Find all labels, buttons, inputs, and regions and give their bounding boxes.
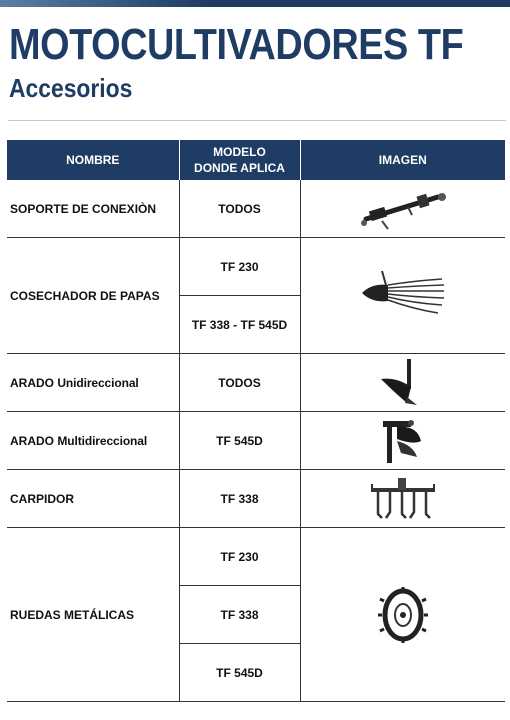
row-model: TF 230 [179, 238, 300, 296]
row-name: COSECHADOR DE PAPAS [7, 238, 179, 354]
table-row [7, 470, 505, 528]
page-title: MOTOCULTIVADORES TF [9, 20, 464, 69]
table-row [7, 238, 505, 296]
row-name: SOPORTE DE CONEXIÒN [7, 180, 179, 238]
row-model: TODOS [179, 180, 300, 238]
page-subtitle: Accesorios [9, 73, 133, 103]
row-model: TODOS [179, 354, 300, 412]
row-model: TF 230 [179, 528, 300, 586]
reversible-plow-icon [373, 415, 433, 467]
row-name-main: ARADO [10, 433, 54, 448]
row-image [300, 238, 505, 354]
plow-icon [373, 357, 433, 409]
cultivator-icon [368, 474, 438, 524]
metal-wheel-icon [378, 587, 428, 643]
top-accent-bar [0, 0, 510, 7]
row-name-main: ARADO [10, 375, 54, 390]
row-image [300, 528, 505, 702]
table-row [7, 180, 505, 238]
row-name-rest: Multidireccional [57, 433, 148, 448]
row-model: TF 338 [179, 586, 300, 644]
connection-bracket-icon [358, 187, 448, 231]
row-name-rest: Unidireccional [57, 375, 139, 390]
row-image [300, 180, 505, 238]
table-row [7, 412, 505, 470]
row-model: TF 338 [179, 470, 300, 528]
divider [8, 120, 506, 121]
row-name [7, 412, 179, 470]
column-header-model [179, 140, 300, 180]
column-header-model-label: MODELO DONDE APLICA [194, 145, 285, 175]
row-image [300, 412, 505, 470]
column-header-image: IMAGEN [300, 140, 505, 180]
row-name: CARPIDOR [7, 470, 179, 528]
potato-harvester-icon [358, 271, 448, 321]
row-image [300, 470, 505, 528]
row-model: TF 545D [179, 644, 300, 702]
table-row [7, 354, 505, 412]
row-name [7, 354, 179, 412]
table-header-row [7, 140, 505, 180]
row-name: RUEDAS METÁLICAS [7, 528, 179, 702]
row-image [300, 354, 505, 412]
table-row [7, 528, 505, 586]
row-model: TF 545D [179, 412, 300, 470]
row-model: TF 338 - TF 545D [179, 296, 300, 354]
column-header-name: NOMBRE [7, 140, 179, 180]
accessories-table [7, 140, 505, 702]
